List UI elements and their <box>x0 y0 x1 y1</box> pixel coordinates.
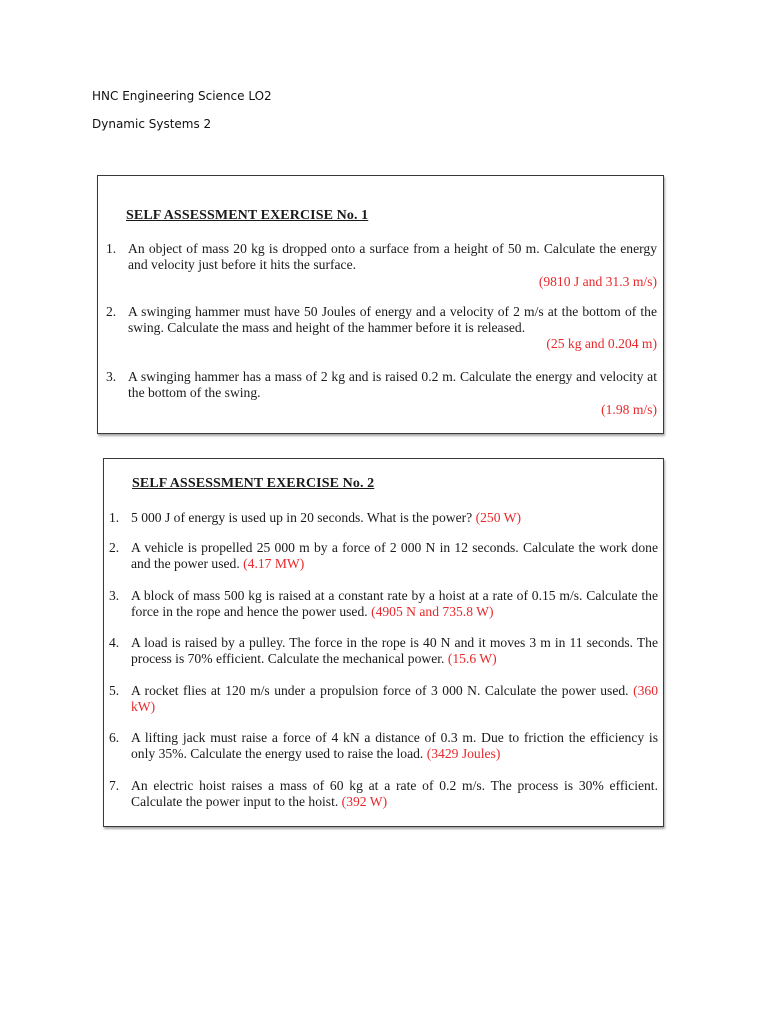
question-answer: (392 W) <box>341 794 388 809</box>
exercise-2-question-7 <box>109 778 658 814</box>
exercise-2-box <box>103 458 664 827</box>
question-text: A swinging hammer has a mass of 2 kg and is raised 0.2 m. Calculate the energy and velocity at the bottom of the swing. <box>128 369 657 400</box>
exercise-2-heading: SELF ASSESSMENT EXERCISE No. 2 <box>132 476 375 491</box>
question-number: 2. <box>109 540 120 555</box>
question-text: A load is raised by a pulley. The force in the rope is 40 N and it moves 3 m in 11 seconds. The process is 70% efficient. Calculate the mechanical power. <box>131 635 658 666</box>
exercise-2-question-2 <box>109 540 658 576</box>
question-answer: (15.6 W) <box>447 651 497 666</box>
exercise-1-question-2 <box>106 304 657 364</box>
question-text-wrapper <box>131 683 658 715</box>
question-text-wrapper <box>131 540 658 572</box>
question-text-wrapper <box>131 635 658 667</box>
question-text: A vehicle is propelled 25 000 m by a force of 2 000 N in 12 seconds. Calculate the work done and the power used. <box>131 540 658 571</box>
question-text: An object of mass 20 kg is dropped onto a surface from a height of 50 m. Calculate the energy and velocity just before it hits the surface. <box>128 241 657 272</box>
question-number: 7. <box>109 778 120 793</box>
question-number: 1. <box>106 241 117 256</box>
question-number: 6. <box>109 730 120 745</box>
exercise-2-question-3 <box>109 588 658 624</box>
exercise-1-box <box>97 175 664 434</box>
question-number: 5. <box>109 683 120 698</box>
question-text-wrapper <box>131 588 658 620</box>
question-answer: (250 W) <box>475 510 522 525</box>
question-number: 1. <box>109 510 120 525</box>
question-answer: (9810 J and 31.3 m/s) <box>538 274 657 289</box>
question-answer: (25 kg and 0.204 m) <box>546 336 657 351</box>
question-text: A rocket flies at 120 m/s under a propulsion force of 3 000 N. Calculate the power used. <box>131 683 629 698</box>
document-title: HNC Engineering Science LO2 <box>92 89 272 103</box>
exercise-2-question-6 <box>109 730 658 766</box>
exercise-2-question-4 <box>109 635 658 671</box>
question-text: A swinging hammer must have 50 Joules of energy and a velocity of 2 m/s at the bottom of the swing. Calculate the mass and height of the hammer before it is released. <box>128 304 657 335</box>
exercise-2-question-5 <box>109 683 658 719</box>
question-answer: (1.98 m/s) <box>601 402 657 417</box>
question-number: 2. <box>106 304 117 319</box>
question-answer: (4905 N and 735.8 W) <box>371 604 494 619</box>
exercise-1-question-1 <box>106 241 657 301</box>
question-text: A lifting jack must raise a force of 4 kN a distance of 0.3 m. Due to friction the efficiency is only 35%. Calculate the energy used to raise the load. <box>131 730 658 761</box>
exercise-1-question-3 <box>106 369 657 429</box>
question-number: 3. <box>109 588 120 603</box>
document-subtitle: Dynamic Systems 2 <box>92 117 212 131</box>
question-text-wrapper <box>131 778 658 810</box>
question-text: A block of mass 500 kg is raised at a constant rate by a hoist at a rate of 0.15 m/s. Calculate the force in the rope and hence the power used. <box>131 588 658 619</box>
question-answer: (4.17 MW) <box>243 556 305 571</box>
exercise-1-heading: SELF ASSESSMENT EXERCISE No. 1 <box>126 208 369 223</box>
question-text-wrapper <box>131 510 658 526</box>
question-answer: (360 kW) <box>131 683 658 714</box>
question-number: 3. <box>106 369 117 384</box>
question-answer: (3429 Joules) <box>426 746 501 761</box>
question-number: 4. <box>109 635 120 650</box>
question-text: 5 000 J of energy is used up in 20 seconds. What is the power? <box>131 510 473 525</box>
question-text: An electric hoist raises a mass of 60 kg at a rate of 0.2 m/s. The process is 30% efficient. Calculate the power input to the hoist. <box>131 778 658 809</box>
question-text-wrapper <box>131 730 658 762</box>
